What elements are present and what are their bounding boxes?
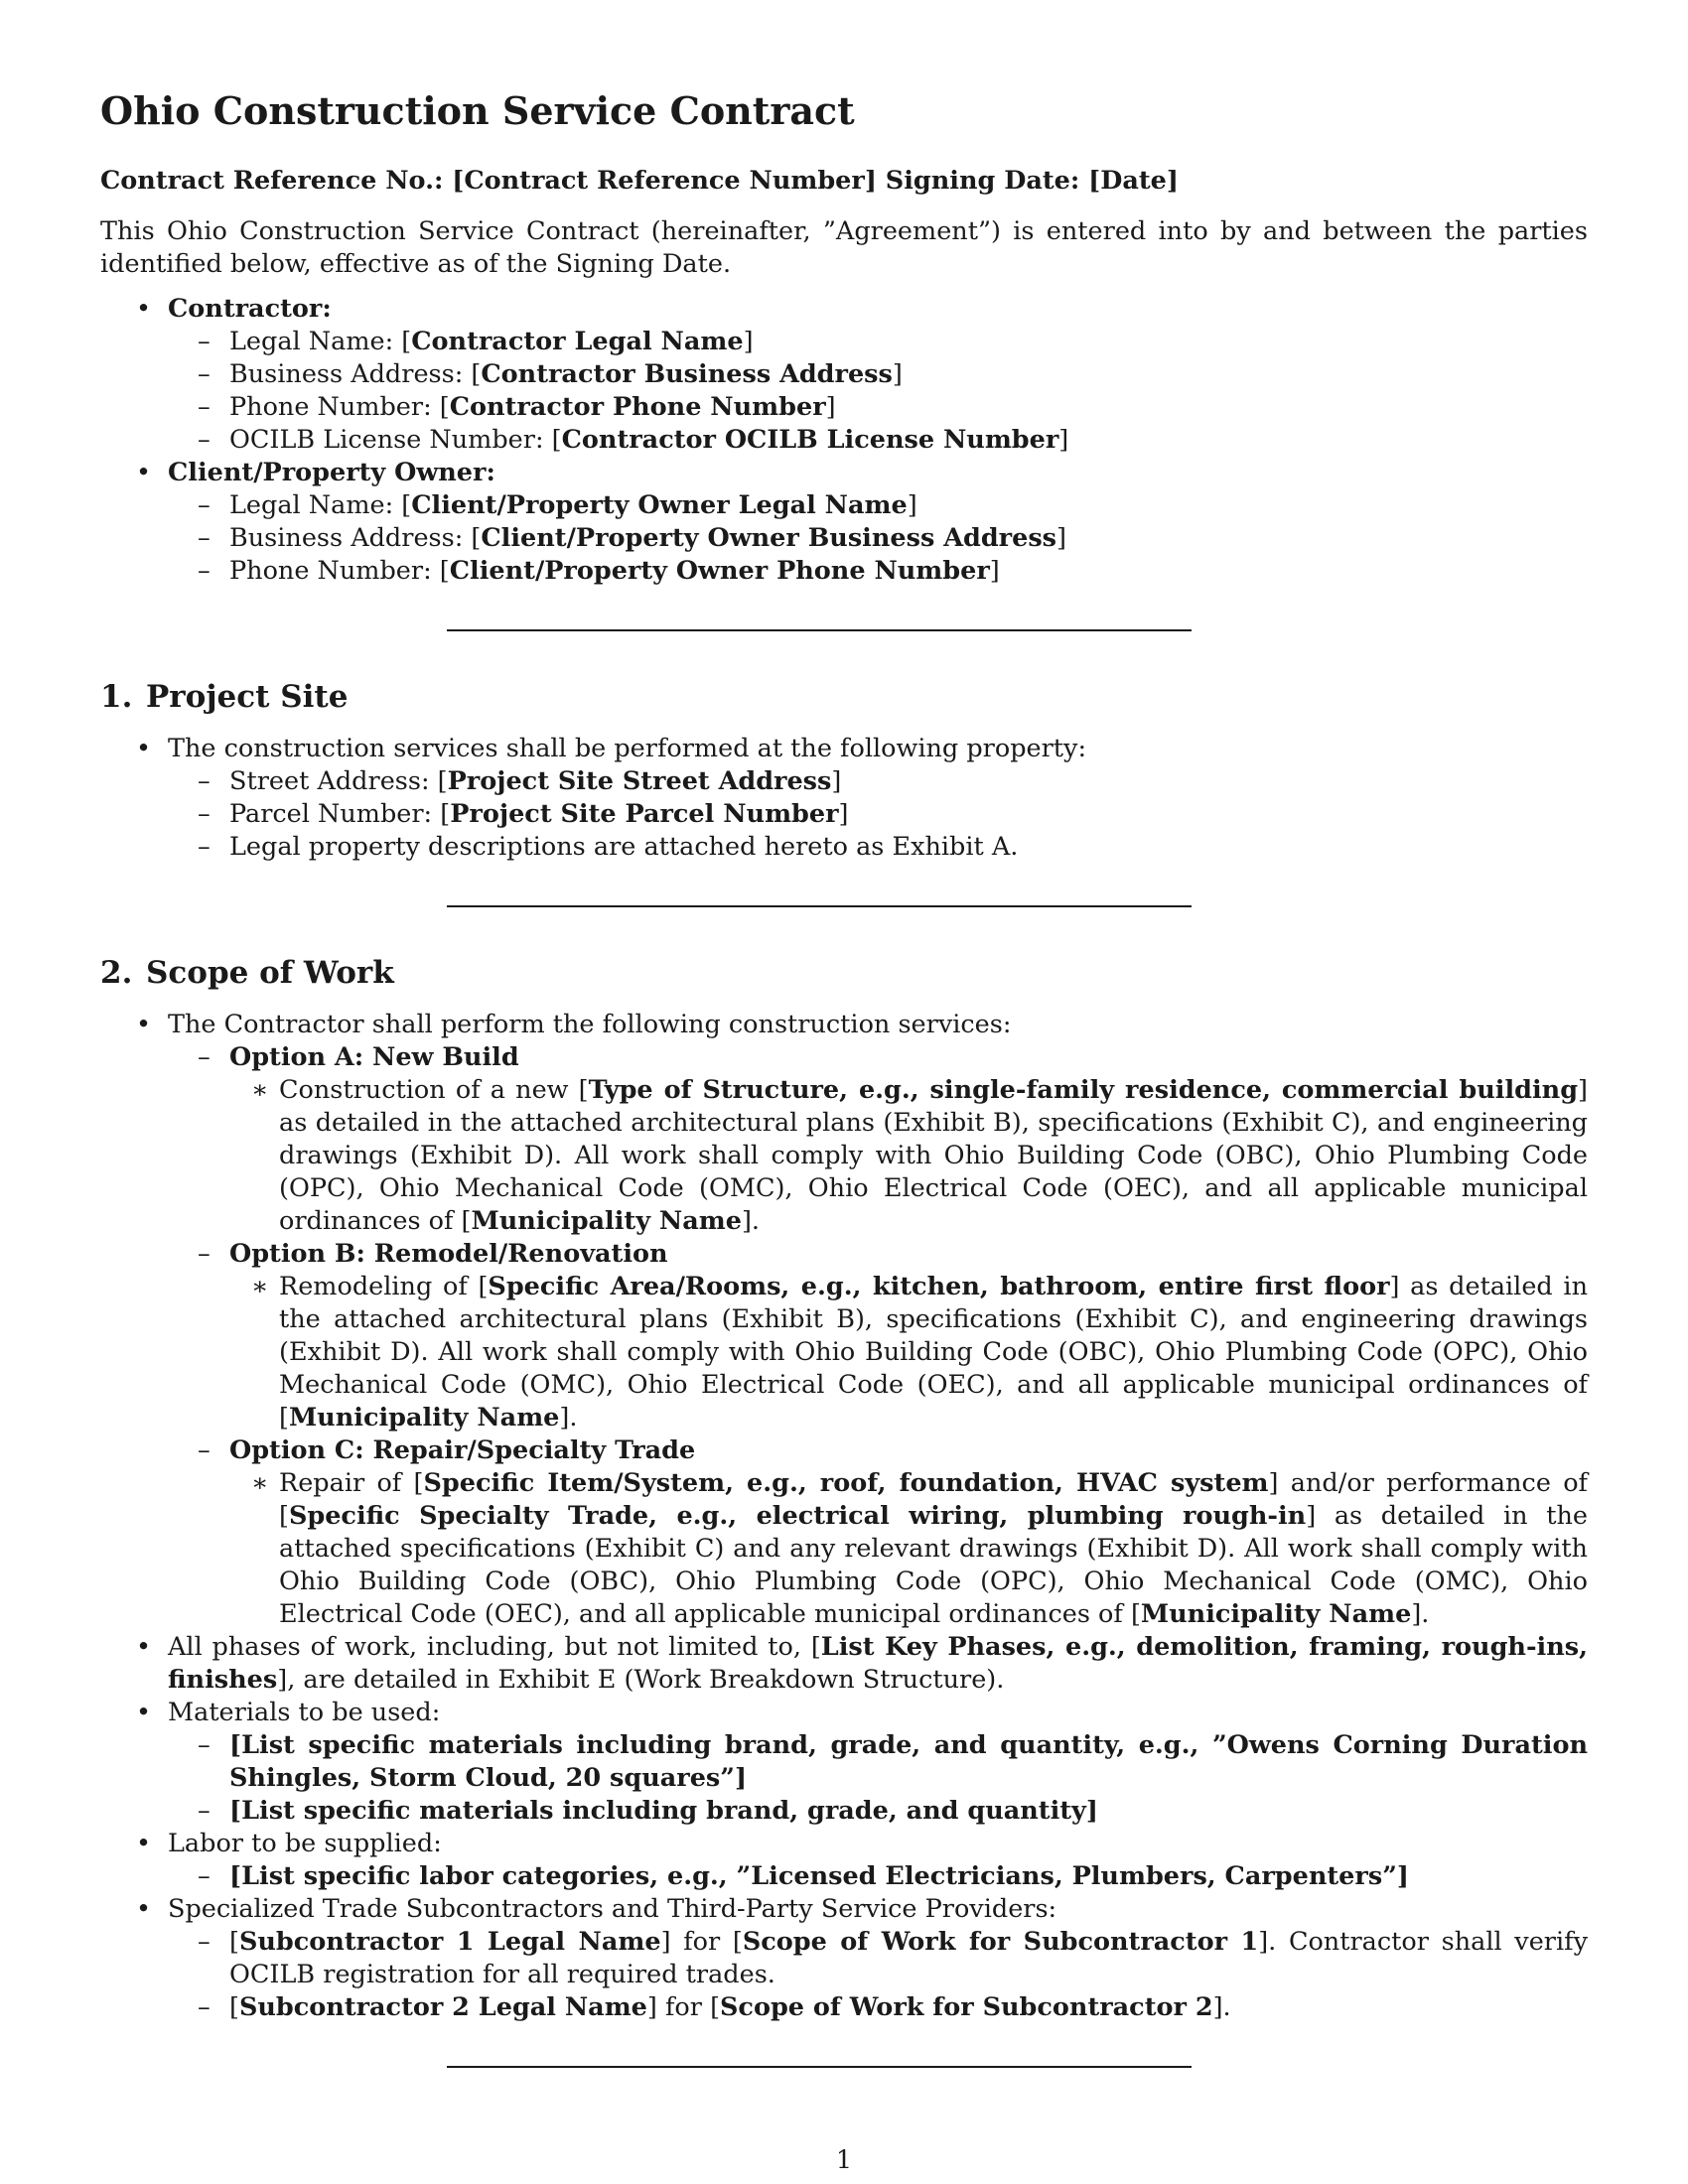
contractor-address: – Business Address: [Contractor Business Address]	[168, 358, 1588, 391]
option-a: – Option A: New Build ∗ Construction of a new [Type of Structure, e.g., single-family residence, commercial building] as detailed in the attached architectural plans (Exhibit B), specifications (Exhibit C), and engineering drawings (Exhibit D). All work shall comply with Ohio Building Code (OBC), Ohio Plumbing Code (OPC), Ohio Mechanical Code (OMC), Ohio Electrical Code (OEC), and all applicable municipal ordinances of [Municipality Name].	[168, 1041, 1588, 1238]
option-b-detail: ∗ Remodeling of [Specific Area/Rooms, e.g., kitchen, bathroom, entire first floor] as detailed in the attached architectural plans (Exhibit B), specifications (Exhibit C), and engineering drawings (Exhibit D). All work shall comply with Ohio Building Code (OBC), Ohio Plumbing Code (OPC), Ohio Mechanical Code (OMC), Ohio Electrical Code (OEC), and all applicable municipal ordinances of [Municipality Name].	[229, 1271, 1588, 1434]
contractor-heading: Contractor:	[168, 294, 332, 324]
contractor-legal-name: – Legal Name: [Contractor Legal Name]	[168, 326, 1588, 358]
project-site-item: • The construction services shall be performed at the following property: – Street Address: [Project Site Street Address] – Parcel Number: [Project Site Parcel Number] – Legal property descriptions are attached hereto as Exhibit A.	[100, 733, 1588, 864]
contractor-item	[100, 293, 1588, 457]
parcel-number: – Parcel Number: [Project Site Parcel Number]	[168, 798, 1588, 831]
labor-1: – [List specific labor categories, e.g., ”Licensed Electricians, Plumbers, Carpenters”]	[168, 1860, 1588, 1893]
section-2-heading: 2. Scope of Work	[100, 955, 394, 991]
subcontractors-item: • Specialized Trade Subcontractors and Third-Party Service Providers: – [Subcontractor 1 Legal Name] for [Scope of Work for Subcontractor 1]. Contractor shall verify OCILB registration for all required trades. – [Subcontractor 2 Legal Name] for [Scope of Work for Subcontractor 2].	[100, 1893, 1588, 2024]
material-2: – [List specific materials including brand, grade, and quantity]	[168, 1795, 1588, 1828]
parties-list	[100, 293, 1588, 588]
ref-value: [Contract Reference Number]	[452, 166, 877, 196]
section-1-heading: 1. Project Site	[100, 679, 349, 715]
legal-description: – Legal property descriptions are attached hereto as Exhibit A.	[168, 831, 1588, 864]
client-address: – Business Address: [Client/Property Owner Business Address]	[168, 522, 1588, 555]
section-divider	[447, 2066, 1192, 2068]
materials-item: • Materials to be used: – [List specific materials including brand, grade, and quantity, e.g., ”Owens Corning Duration Shingles, Storm Cloud, 20 squares”] – [List specific materials including brand, grade, and quantity]	[100, 1697, 1588, 1828]
client-heading: Client/Property Owner:	[168, 458, 495, 487]
ref-label: Contract Reference No.:	[100, 166, 444, 196]
option-c-detail: ∗ Repair of [Specific Item/System, e.g., roof, foundation, HVAC system] and/or performance of [Specific Specialty Trade, e.g., electrical wiring, plumbing rough-in] as detailed in the attached specifications (Exhibit C) and any relevant drawings (Exhibit D). All work shall comply with Ohio Building Code (OBC), Ohio Plumbing Code (OPC), Ohio Mechanical Code (OMC), Ohio Electrical Code (OEC), and all applicable municipal ordinances of [Municipality Name].	[229, 1467, 1588, 1631]
intro-paragraph: This Ohio Construction Service Contract (hereinafter, ”Agreement”) is entered into by and between the parties identified below, effective as of the Signing Date.	[100, 216, 1588, 279]
phases-item: • All phases of work, including, but not limited to, [List Key Phases, e.g., demolition, framing, rough-ins, finishes], are detailed in Exhibit E (Work Breakdown Structure).	[100, 1631, 1588, 1697]
street-address: – Street Address: [Project Site Street Address]	[168, 765, 1588, 798]
reference-line	[100, 165, 1588, 198]
document-page	[100, 87, 1588, 2068]
subcontractor-2: – [Subcontractor 2 Legal Name] for [Scope of Work for Subcontractor 2].	[168, 1991, 1588, 2024]
client-phone: – Phone Number: [Client/Property Owner Phone Number]	[168, 555, 1588, 588]
date-value: [Date]	[1088, 166, 1179, 196]
contractor-phone: – Phone Number: [Contractor Phone Number]	[168, 391, 1588, 424]
option-a-detail: ∗ Construction of a new [Type of Structure, e.g., single-family residence, commercial building] as detailed in the attached architectural plans (Exhibit B), specifications (Exhibit C), and engineering drawings (Exhibit D). All work shall comply with Ohio Building Code (OBC), Ohio Plumbing Code (OPC), Ohio Mechanical Code (OMC), Ohio Electrical Code (OEC), and all applicable municipal ordinances of [Municipality Name].	[229, 1074, 1588, 1238]
section-2-list	[100, 1009, 1588, 2024]
section-divider	[447, 905, 1192, 907]
client-legal-name: – Legal Name: [Client/Property Owner Legal Name]	[168, 489, 1588, 522]
date-label: Signing Date:	[885, 166, 1080, 196]
scope-options-item: • The Contractor shall perform the following construction services: – Option A: New Build ∗ Construction of a new [Type of Structure, e.g., single-family residence, commercial building] as detailed in the attached architectural plans (Exhibit B), specifications (Exhibit C), and engineering drawings (Exhibit D). All work shall comply with Ohio Building Code (OBC), Ohio Plumbing Code (OPC), Ohio Mechanical Code (OMC), Ohio Electrical Code (OEC), and all applicable municipal ordinances of [Municipality Name]. – Option B: Remodel/Renovation ∗ Remodeling of [Specific Area/Rooms, e.g., kitchen, bathroom, entire first floor] as detailed in the attached architectural plans (Exhibit B), specifications (Exhibit C), and engineering drawings (Exhibit D). All work shall comply with Ohio Building Code (OBC), Ohio Plumbing Code (OPC), Ohio Mechanical Code (OMC), Ohio Electrical Code (OEC), and all applicable municipal ordinances of [Municipality Name]. – Option C: Repair/Specialty Trade ∗ Repair of [Specific Item/System, e.g., roof, foundation, HVAC system] and/or performance of [Specific Specialty Trade, e.g., electrical wiring, plumbing rough-in] as detailed in the attached specifications (Exhibit C) and any relevant drawings (Exhibit D). All work shall comply with Ohio Building Code (OBC), Ohio Plumbing Code (OPC), Ohio Mechanical Code (OMC), Ohio Electrical Code (OEC), and all applicable municipal ordinances of [Municipality Name].	[100, 1009, 1588, 1631]
contractor-license: – OCILB License Number: [Contractor OCILB License Number]	[168, 424, 1588, 457]
section-divider	[447, 629, 1192, 631]
subcontractor-1: – [Subcontractor 1 Legal Name] for [Scope of Work for Subcontractor 1]. Contractor shall verify OCILB registration for all required trades.	[168, 1926, 1588, 1991]
labor-item: • Labor to be supplied: – [List specific labor categories, e.g., ”Licensed Electricians, Plumbers, Carpenters”]	[100, 1828, 1588, 1893]
option-c: – Option C: Repair/Specialty Trade ∗ Repair of [Specific Item/System, e.g., roof, foundation, HVAC system] and/or performance of [Specific Specialty Trade, e.g., electrical wiring, plumbing rough-in] as detailed in the attached specifications (Exhibit C) and any relevant drawings (Exhibit D). All work shall comply with Ohio Building Code (OBC), Ohio Plumbing Code (OPC), Ohio Mechanical Code (OMC), Ohio Electrical Code (OEC), and all applicable municipal ordinances of [Municipality Name].	[168, 1434, 1588, 1631]
material-1: – [List specific materials including brand, grade, and quantity, e.g., ”Owens Corning Duration Shingles, Storm Cloud, 20 squares”]	[168, 1729, 1588, 1795]
document-title: Ohio Construction Service Contract	[100, 88, 855, 133]
client-item	[100, 457, 1588, 588]
option-b: – Option B: Remodel/Renovation ∗ Remodeling of [Specific Area/Rooms, e.g., kitchen, bathroom, entire first floor] as detailed in the attached architectural plans (Exhibit B), specifications (Exhibit C), and engineering drawings (Exhibit D). All work shall comply with Ohio Building Code (OBC), Ohio Plumbing Code (OPC), Ohio Mechanical Code (OMC), Ohio Electrical Code (OEC), and all applicable municipal ordinances of [Municipality Name].	[168, 1238, 1588, 1434]
section-1-list	[100, 733, 1588, 864]
page-number: 1	[835, 2145, 853, 2175]
